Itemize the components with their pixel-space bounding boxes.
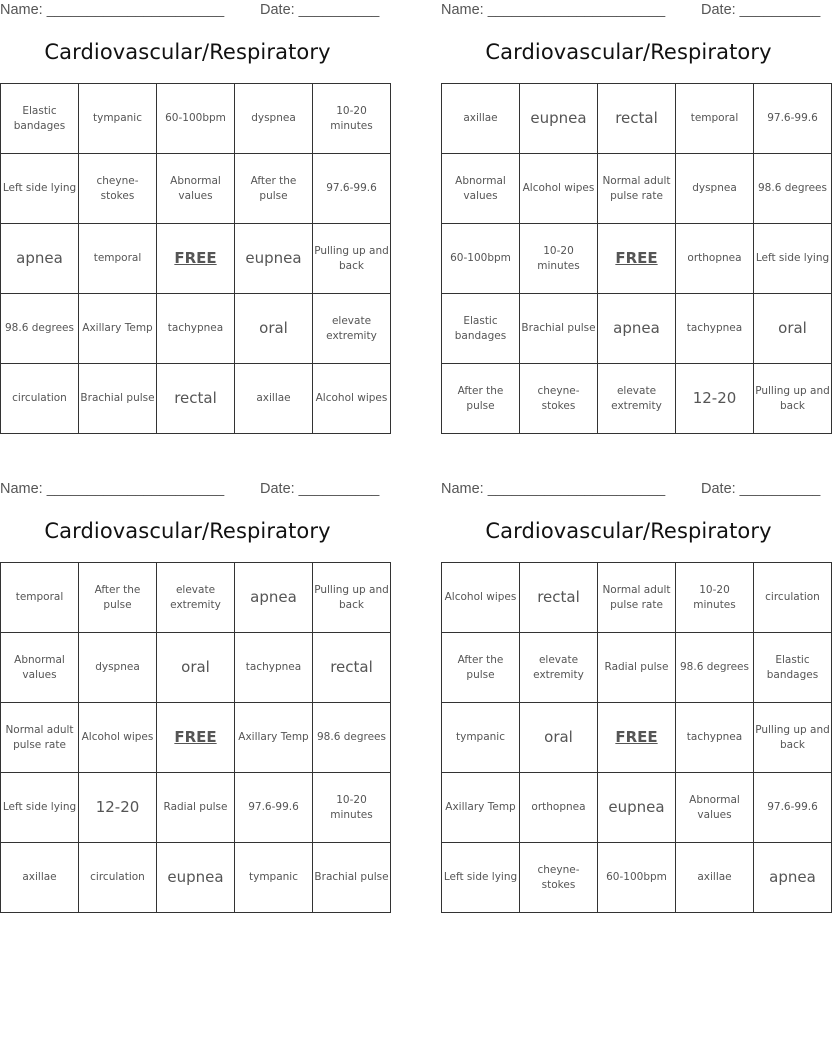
grid-cell: Brachial pulse [313,843,391,913]
date-field-label: Date: __________ [260,2,380,18]
bingo-card [441,479,830,919]
grid-cell: axillae [235,364,313,434]
grid-row [1,294,391,364]
grid-cell: oral [754,294,832,364]
grid-cell: After the pulse [442,364,520,434]
card-header [441,479,821,501]
grid-row [442,563,832,633]
bingo-card [441,0,830,440]
grid-cell: elevate extremity [313,294,391,364]
grid-cell: Left side lying [1,773,79,843]
grid-cell: Alcohol wipes [79,703,157,773]
grid-cell: 97.6-99.6 [754,84,832,154]
grid-row [1,703,391,773]
grid-row [1,364,391,434]
grid-row [442,364,832,434]
grid-row [1,154,391,224]
grid-cell: tachypnea [157,294,235,364]
card-header [0,0,380,22]
grid-cell: 60-100bpm [442,224,520,294]
date-field-label: Date: __________ [701,2,821,18]
free-space-cell: FREE [157,703,235,773]
grid-cell: dyspnea [676,154,754,224]
grid-cell: eupnea [598,773,676,843]
grid-cell: 10-20 minutes [313,84,391,154]
free-space-cell: FREE [598,224,676,294]
grid-cell: elevate extremity [520,633,598,703]
grid-cell: rectal [520,563,598,633]
card-title: Cardiovascular/Respiratory [44,519,331,543]
grid-cell: After the pulse [442,633,520,703]
grid-cell: rectal [157,364,235,434]
grid-cell: oral [520,703,598,773]
grid-cell: Left side lying [442,843,520,913]
grid-row [442,633,832,703]
grid-row [1,773,391,843]
bingo-grid [0,562,391,913]
grid-cell: eupnea [520,84,598,154]
grid-cell: rectal [598,84,676,154]
grid-cell: cheyne-stokes [520,843,598,913]
grid-cell: Abnormal values [676,773,754,843]
grid-cell: tachypnea [676,294,754,364]
grid-cell: Abnormal values [157,154,235,224]
grid-cell: 97.6-99.6 [754,773,832,843]
grid-cell: Axillary Temp [235,703,313,773]
grid-cell: tachypnea [676,703,754,773]
grid-cell: 98.6 degrees [676,633,754,703]
date-field-label: Date: __________ [701,481,821,497]
grid-cell: Alcohol wipes [442,563,520,633]
grid-cell: temporal [676,84,754,154]
grid-cell: tympanic [79,84,157,154]
grid-cell: tachypnea [235,633,313,703]
bingo-grid [441,562,832,913]
grid-cell: Elastic bandages [1,84,79,154]
grid-cell: elevate extremity [598,364,676,434]
grid-cell: 98.6 degrees [313,703,391,773]
grid-cell: Axillary Temp [442,773,520,843]
bingo-card [0,479,389,919]
bingo-grid [0,83,391,434]
grid-cell: After the pulse [79,563,157,633]
grid-cell: circulation [79,843,157,913]
grid-cell: 97.6-99.6 [313,154,391,224]
grid-row [1,633,391,703]
grid-cell: Normal adult pulse rate [598,563,676,633]
grid-cell: axillae [676,843,754,913]
grid-cell: dyspnea [235,84,313,154]
grid-row [1,843,391,913]
grid-cell: Pulling up and back [754,703,832,773]
grid-cell: Alcohol wipes [313,364,391,434]
grid-cell: Pulling up and back [313,224,391,294]
grid-cell: rectal [313,633,391,703]
grid-cell: 60-100bpm [157,84,235,154]
bingo-grid [441,83,832,434]
card-header [0,479,380,501]
grid-cell: 10-20 minutes [520,224,598,294]
grid-cell: apnea [598,294,676,364]
grid-cell: 97.6-99.6 [235,773,313,843]
grid-cell: eupnea [235,224,313,294]
grid-cell: circulation [754,563,832,633]
grid-cell: Alcohol wipes [520,154,598,224]
grid-cell: Left side lying [1,154,79,224]
grid-row [442,84,832,154]
grid-cell: 98.6 degrees [1,294,79,364]
grid-cell: Normal adult pulse rate [1,703,79,773]
grid-row [442,294,832,364]
grid-row [1,84,391,154]
grid-cell: Brachial pulse [520,294,598,364]
grid-cell: circulation [1,364,79,434]
grid-row [442,703,832,773]
grid-row [442,224,832,294]
grid-cell: cheyne-stokes [79,154,157,224]
grid-cell: Radial pulse [598,633,676,703]
grid-cell: Axillary Temp [79,294,157,364]
grid-cell: Pulling up and back [313,563,391,633]
grid-row [442,773,832,843]
grid-cell: Elastic bandages [754,633,832,703]
grid-cell: Left side lying [754,224,832,294]
grid-cell: 12-20 [676,364,754,434]
grid-cell: oral [235,294,313,364]
free-space-cell: FREE [157,224,235,294]
name-field-label: Name: ______________________ [0,481,225,497]
grid-cell: apnea [235,563,313,633]
grid-row [1,224,391,294]
grid-cell: temporal [1,563,79,633]
grid-cell: orthopnea [520,773,598,843]
grid-cell: axillae [1,843,79,913]
grid-cell: Normal adult pulse rate [598,154,676,224]
name-field-label: Name: ______________________ [0,2,225,18]
card-title: Cardiovascular/Respiratory [44,40,331,64]
grid-cell: 10-20 minutes [676,563,754,633]
bingo-card [0,0,389,440]
grid-cell: dyspnea [79,633,157,703]
grid-cell: Radial pulse [157,773,235,843]
grid-cell: oral [157,633,235,703]
grid-cell: 60-100bpm [598,843,676,913]
grid-cell: After the pulse [235,154,313,224]
grid-cell: 98.6 degrees [754,154,832,224]
card-title: Cardiovascular/Respiratory [485,519,772,543]
grid-cell: temporal [79,224,157,294]
grid-cell: Elastic bandages [442,294,520,364]
card-title: Cardiovascular/Respiratory [485,40,772,64]
grid-cell: tympanic [235,843,313,913]
grid-cell: elevate extremity [157,563,235,633]
card-header [441,0,821,22]
grid-cell: apnea [754,843,832,913]
grid-cell: 10-20 minutes [313,773,391,843]
grid-cell: tympanic [442,703,520,773]
grid-row [1,563,391,633]
name-field-label: Name: ______________________ [441,481,666,497]
grid-cell: Pulling up and back [754,364,832,434]
grid-cell: apnea [1,224,79,294]
grid-cell: Abnormal values [442,154,520,224]
free-space-cell: FREE [598,703,676,773]
grid-cell: axillae [442,84,520,154]
grid-cell: Abnormal values [1,633,79,703]
grid-cell: Brachial pulse [79,364,157,434]
grid-row [442,154,832,224]
name-field-label: Name: ______________________ [441,2,666,18]
date-field-label: Date: __________ [260,481,380,497]
grid-cell: 12-20 [79,773,157,843]
grid-row [442,843,832,913]
grid-cell: cheyne-stokes [520,364,598,434]
grid-cell: orthopnea [676,224,754,294]
grid-cell: eupnea [157,843,235,913]
